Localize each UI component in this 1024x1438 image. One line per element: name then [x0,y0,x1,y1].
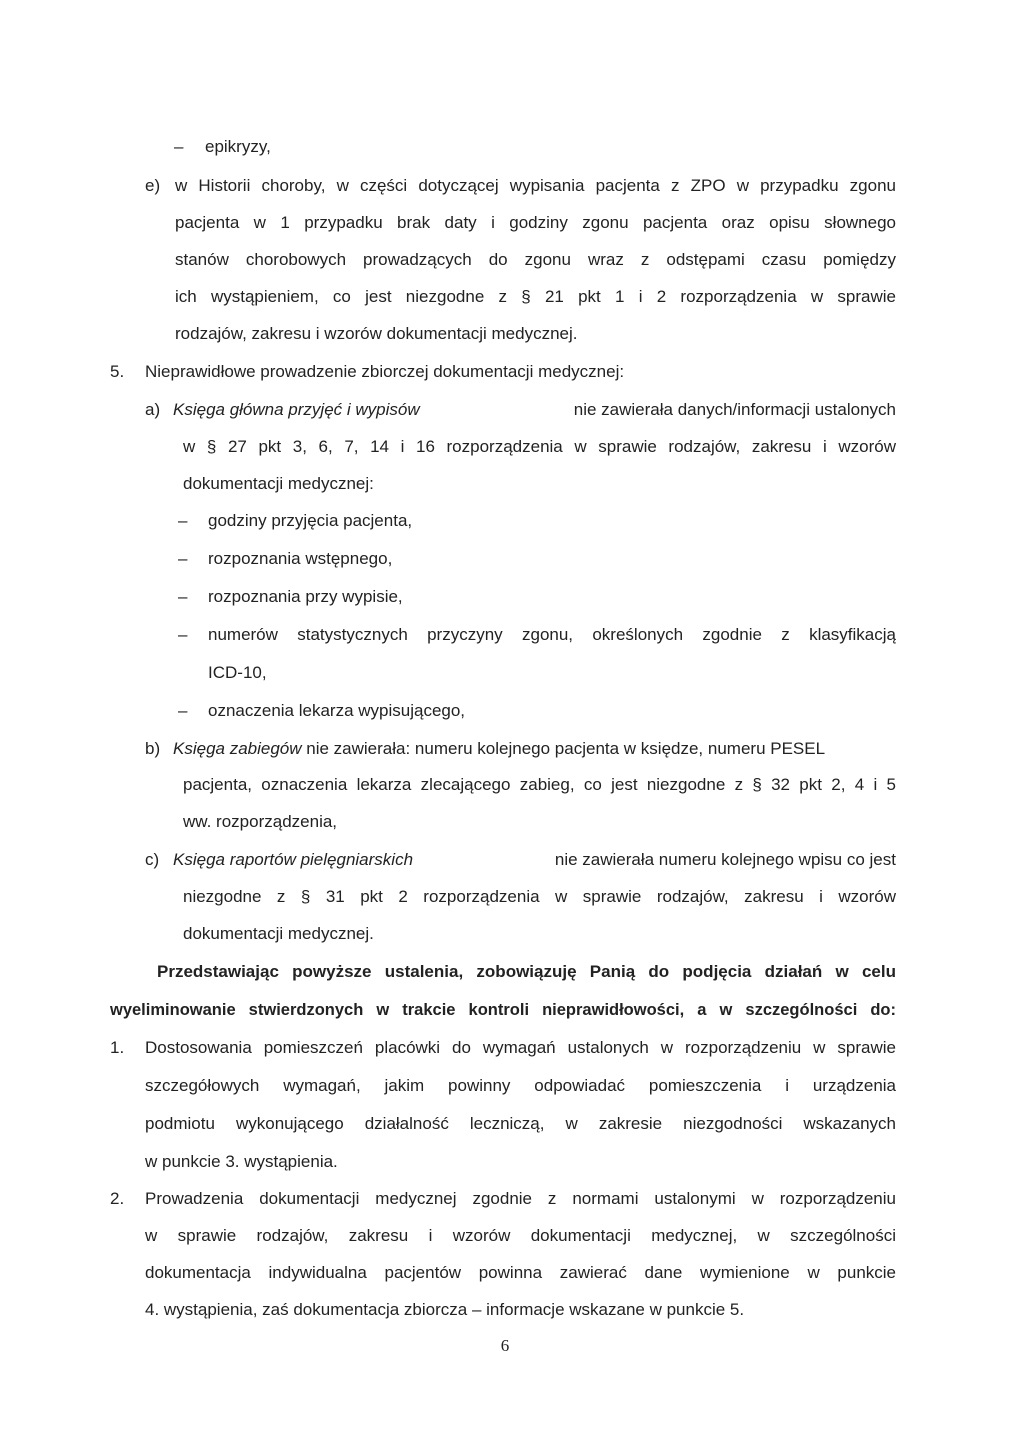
list-dash: – [178,701,188,720]
text-line: dokumentacji medycznej: [183,474,374,493]
book-title: Księga raportów pielęgniarskich [173,850,414,869]
text-fragment: nie zawierała danych/informacji ustalonych [573,400,896,419]
list-item: ICD-10, [208,663,267,682]
book-title: Księga zabiegów [173,739,302,758]
book-title: Księga główna przyjęć i wypisów [173,400,420,419]
text-line: rodzajów, zakresu i wzorów dokumentacji medycznej. [175,324,578,343]
list-item: rozpoznania przy wypisie, [208,587,403,606]
text-line: dokumentacji medycznej. [183,924,374,943]
page-number: 6 [500,1336,510,1355]
list-dash: – [178,587,188,606]
list-item: numerów statystycznych przyczyny zgonu, określonych zgodnie z klasyfikacją [208,625,896,644]
list-dash: – [178,625,188,644]
list-item: godziny przyjęcia pacjenta, [208,511,413,530]
item-marker-e: e) [145,176,161,195]
item-marker-a: a) [145,400,161,419]
list-dash: – [174,137,184,156]
text-line: w Historii choroby, w części dotyczącej wypisania pacjenta z ZPO w przypadku zgonu [175,176,896,195]
text-line: niezgodne z § 31 pkt 2 rozporządzenia w sprawie rodzajów, zakresu i wzorów [183,887,896,906]
bold-statement: Przedstawiając powyższe ustalenia, zobowiązuję Panią do podjęcia działań w celu [157,962,896,981]
item-marker-5: 5. [110,362,125,381]
list-dash: – [178,511,188,530]
text-fragment: nie zawierała numeru kolejnego wpisu co jest [554,850,896,869]
text-fragment: nie zawierała: numeru kolejnego pacjenta w księdze, numeru PESEL [306,739,826,758]
text-line: epikryzy, [205,137,271,156]
text-line: w punkcie 3. wystąpienia. [145,1152,338,1171]
text-line: podmiotu wykonującego działalność leczniczą, w zakresie niezgodności wskazanych [145,1114,896,1133]
text-line [173,738,825,760]
text-line: dokumentacja indywidualna pacjentów powinna zawierać dane wymienione w punkcie [145,1263,896,1282]
text-line: stanów chorobowych prowadzących do zgonu wraz z odstępami czasu pomiędzy [175,250,896,269]
text-line: pacjenta, oznaczenia lekarza zlecającego zabieg, co jest niezgodne z § 32 pkt 2, 4 i 5 [183,775,896,794]
text-line: w sprawie rodzajów, zakresu i wzorów dokumentacji medycznej, w szczególności [145,1226,896,1245]
item-marker-b: b) [145,739,161,758]
text-line: w § 27 pkt 3, 6, 7, 14 i 16 rozporządzenia w sprawie rodzajów, zakresu i wzorów [183,437,896,456]
text-line [173,399,896,421]
bold-statement: wyeliminowanie stwierdzonych w trakcie kontroli nieprawidłowości, a w szczególności do: [110,1001,896,1019]
item-marker-1: 1. [110,1038,125,1057]
list-item: oznaczenia lekarza wypisującego, [208,701,466,720]
text-line [173,849,896,871]
text-line: Dostosowania pomieszczeń placówki do wymagań ustalonych w rozporządzeniu w sprawie [145,1038,896,1057]
list-item: rozpoznania wstępnego, [208,549,393,568]
section-heading: Nieprawidłowe prowadzenie zbiorczej dokumentacji medycznej: [145,362,625,381]
text-line: ich wystąpieniem, co jest niezgodne z § 21 pkt 1 i 2 rozporządzenia w sprawie [175,287,896,306]
item-marker-c: c) [145,850,160,869]
text-line: szczegółowych wymagań, jakim powinny odpowiadać pomieszczenia i urządzenia [145,1076,896,1095]
text-line: Prowadzenia dokumentacji medycznej zgodnie z normami ustalonymi w rozporządzeniu [145,1189,896,1208]
item-marker-2: 2. [110,1189,125,1208]
text-line: pacjenta w 1 przypadku brak daty i godziny zgonu pacjenta oraz opisu słownego [175,213,896,232]
text-line: ww. rozporządzenia, [183,812,338,831]
list-dash: – [178,549,188,568]
text-line: 4. wystąpienia, zaś dokumentacja zbiorcza – informacje wskazane w punkcie 5. [145,1300,745,1319]
